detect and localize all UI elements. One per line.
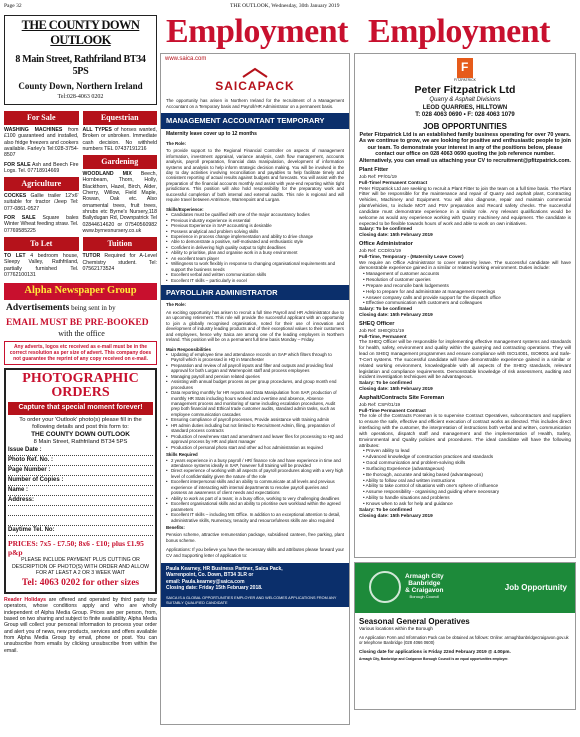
- council-job-title: Seasonal General Operatives: [359, 617, 470, 626]
- job-opportunities-heading: JOB OPPORTUNITIES: [422, 121, 507, 131]
- masthead-phone: Tel:028-4063 0202: [57, 93, 104, 100]
- classified-lead: FOR SALE: [4, 161, 31, 168]
- council-equal-opportunities: Armagh City, Banbridge and Craigavon Borough Council is an equal opportunities employer.: [359, 656, 509, 661]
- fitzpatrick-name: Peter Fitzpatrick Ltd: [414, 84, 516, 97]
- classified-ad: [83, 171, 158, 234]
- saica-website: www.saica.com: [165, 56, 207, 62]
- section-heading: Agriculture: [4, 177, 79, 191]
- form-field: Issue Date :: [8, 447, 153, 456]
- saica-contact: [161, 563, 349, 594]
- benefits-text: Pension scheme, attractive remuneration package, subsidised canteen, free parking, plant bonus scheme.: [166, 532, 344, 543]
- fitzpatrick-badge: FITZPATRICK: [453, 78, 477, 82]
- classified-ad: [4, 162, 79, 175]
- classified-ad: [83, 253, 158, 272]
- council-locations: Various locations within the Borough: [359, 626, 433, 631]
- duty-item: • Management of customer accounts: [363, 271, 440, 277]
- job-ref: Job Ref: SHEQ/01/19: [359, 327, 405, 333]
- list-item: • Possess analytical and problem solving skills: [171, 229, 344, 234]
- photo-prices: PRICES: 7x5 - £7.50; 8x6 - £10; plus £1.95 p&p: [8, 539, 144, 558]
- fitzpatrick-address: LEOD QUARRIES, HILLTOWN: [422, 104, 508, 111]
- job2-title: PAYROLL/HR ADMINISTRATOR: [161, 285, 349, 300]
- saica-logo-icon: [241, 67, 269, 79]
- form-field: [8, 507, 153, 516]
- saica-closing-date: Closing date: Friday 15th February 2018.: [166, 584, 263, 591]
- classified-ad: [4, 253, 79, 278]
- list-item: • Willingness to work flexibly in response to changing organisational requirements and support the business needs: [171, 261, 344, 272]
- duty-item: • Knows when to ask for help and guidance: [363, 500, 453, 506]
- section-heading: To Let: [4, 237, 79, 251]
- masthead: [4, 15, 157, 105]
- job-title: Plant Fitter: [359, 166, 389, 173]
- classified-text: of horses wanted, Broken or unbroken. Immediate cash decision. No withheld numbers TEL 07437191216: [82, 126, 157, 152]
- ads-rest: being sent in by: [69, 304, 116, 313]
- job1-subtitle: Maternity leave cover up to 12 months: [166, 130, 257, 137]
- skills1-list: [161, 212, 349, 283]
- newspaper-notice: [4, 283, 157, 365]
- council-name-2: Banbridge: [408, 579, 441, 587]
- page-number: Page 32: [4, 3, 22, 9]
- photo-company: THE COUNTY DOWN OUTLOOK: [31, 430, 130, 438]
- skills2-heading: Skills Required: [166, 452, 198, 458]
- employment-heading-right: Employment: [368, 13, 550, 50]
- duty-item: • Advanced knowledge of construction practices and standards: [363, 454, 494, 460]
- resp-heading: Main Responsibilities: [166, 346, 211, 352]
- skills1-heading: Skills/Experience:: [166, 206, 204, 212]
- council-name-1: Armagh City: [405, 573, 444, 580]
- saica-logo-text: SAICAPACK: [215, 79, 295, 94]
- list-item: • Excellent IT skills – particularly in excel: [171, 278, 344, 283]
- form-field: Name :: [8, 487, 153, 496]
- job-description: Peter Fitzpatrick Ltd are seeking to recruit a Plant Fitter to join the team on a full time basis. The Plant Fitter will be responsible for the maintenance and repair of Quarry and asphalt plant, Contracting Vehicles, Machinery and Equipment. You will also diagnose, repair and maintain commercial plant/vehicles, to include MOT and PSV preparation and Record safety checks. The successful candidate must demonstrate experience in a similar role. Any relevant qualifications would be welcome as would any experience working with Quarry machinery and equipment. The candidate is expected to be flexible towards hours of work and able to work on own initiatives.: [359, 185, 571, 226]
- job-ref: Job Ref: CCD/01/19: [359, 247, 401, 253]
- list-item: • Production of new/renew start and amendment and leaver files for processing to HQ and approval process by HR and plant manager: [171, 434, 344, 445]
- classified-ad: [83, 127, 158, 152]
- job-title: SHEQ Officer: [359, 320, 395, 327]
- job-closing-date: Closing date: 15th February 2019: [359, 512, 433, 518]
- left-column: [4, 15, 157, 730]
- duty-item: • Prepare and reconcile bank lodgements: [363, 282, 449, 288]
- section-heading: Equestrian: [83, 111, 158, 125]
- list-item: • Excellent verbal and written communication skills: [171, 272, 344, 277]
- fitzpatrick-intro: Peter Fitzpatrick Ltd is an established family business operating for over 70 years. As we continue to grow, we are looking for positive and enthusiastic people to join our team. To demonstrate your interest in any of the positions below, please contact our office on 028 4063 0690 quoting the job reference number. Alternatively, you can email us attaching your CV to recruitment@pfitzpatrick.com.: [359, 131, 571, 164]
- duty-item: • Effective communication with customers and colleagues: [363, 300, 483, 306]
- classifieds-column-1: [4, 108, 79, 281]
- skills2-list: [161, 458, 349, 523]
- classified-text: Square bales Winter Wheat feeding straw. Tel. 07769585225: [4, 215, 79, 234]
- role1-heading: The Role:: [166, 140, 187, 146]
- job-ref: Job Ref: PF/01/19: [359, 173, 397, 179]
- duty-item: • Good communication and problem-solving skills: [363, 460, 466, 466]
- disclaimer-text: are offered and operated by third party tour operators, whose conditions apply and who are wholly independent of Alpha Media Group. Prices are per person, from, based on two sharing and subject to finite availability. Alpha Media Group will collect your personal information to process your order and alert you of news, new products, services and offers available from Alpha Media Group by email, phone or post. You can unsubscribe from emails by clicking unsubscribe from within the email.: [4, 596, 157, 654]
- classified-lead: ALL TYPES: [82, 126, 112, 133]
- classified-lead: FOR SALE: [4, 215, 36, 222]
- newspaper-group-title: Alpha Newspaper Group: [4, 283, 157, 300]
- list-item: • Excellent interpersonal skills and an ability to communicate at all levels and previous experience of interacting with internal departments to resolve payroll queries and possess an awareness of client needs and expectations: [171, 479, 344, 495]
- duty-item: • Ability to take control of situations with one's sphere of influence: [363, 483, 499, 489]
- email-warning: EMAIL MUST BE PRE-BOOKED: [6, 317, 149, 328]
- photo-instructions: To order your 'Outlook' photo(s) please fill in the following details and post this form to:: [19, 416, 142, 430]
- issue-date: THE OUTLOOK, Wednesday, 30th January 2019: [230, 3, 340, 9]
- job-description: We require an Office Administrator to cover maternity leave. The successful candidate will have demonstrable experience gained in a similar or related working environment. Duties include:: [359, 259, 571, 271]
- duty-item: • Help to prepare for and administrate at management meetings: [363, 288, 496, 294]
- job-description: The role of the Contracts Foreman is to supervise Contract Operatives, subcontractors and suppliers to ensure the safe, effective and efficient execution of contract works as directed. This includes direct interfacing with the customer, the interpretation of instructions both verbal and written, communication with operations, dispatch staff and management and the implementation of Health, Safety, Environmental and Quality policies and procedures. The ideal candidate will have the following attributes:: [359, 413, 571, 448]
- fitzpatrick-divisions: Quarry & Asphalt Divisions: [429, 97, 501, 104]
- form-field: Photo Ref. No. :: [8, 457, 153, 466]
- fitzpatrick-phone: T: 028 4063 0690 • F: 028 4063 1079: [415, 112, 515, 119]
- duty-item: • Proven ability to lead: [363, 448, 410, 454]
- job-salary: Salary: To be confirmed: [359, 226, 413, 232]
- classified-lead: TO LET: [4, 252, 26, 259]
- council-type: Borough Council: [409, 594, 440, 600]
- duty-item: • Ability to handle situations and problems: [363, 495, 450, 501]
- duty-item: • Answer company calls and provide support for the dispatch office: [363, 294, 501, 300]
- list-item: • Updating of employee time and attendance records on SAP which filters through to Payroll which is processed in HQ in Manchester: [171, 352, 344, 363]
- classified-lead: WOODLAND MIX: [82, 171, 132, 178]
- list-item: • Able to demonstrate a positive, self-motivated and enthusiastic style: [171, 239, 344, 244]
- list-item: • Ability to prioritise, plan and organise work in a busy environment: [171, 250, 344, 255]
- classifieds: [4, 108, 157, 281]
- saica-intro: The opportunity has arisen in Northern Ireland for the recruitment of a Management Accountant on a Temporary basis and Payroll/HR Administrator on a permanent basis.: [166, 98, 344, 109]
- job-closing-date: Closing date: 15th February 2019: [359, 312, 433, 318]
- classified-text: Ash and Beech Fire Logs. Tel. 07718914669: [4, 161, 79, 174]
- photo-fields: [8, 447, 153, 536]
- job-salary: Salary: To be confirmed: [359, 380, 413, 386]
- fitzpatrick-advert: [354, 53, 576, 558]
- contact-line-1: Paula Kearney, HR Business Partner, Saica Pack,: [166, 566, 283, 573]
- list-item: • Excellent organisational skills and an ability to prioritise own workload within the agreed parameters: [171, 501, 344, 512]
- classified-ad: [4, 193, 79, 212]
- section-heading: Gardening: [83, 155, 158, 169]
- resp-list: [161, 352, 349, 450]
- ads-line: [4, 303, 157, 315]
- section-heading: For Sale: [4, 111, 79, 125]
- duty-item: • Surfacing Experience (advantageous): [363, 465, 445, 471]
- apply-text: Applications: If you believe you have the necessary skills and attributes please forward your CV and Supporting letter of application to:: [166, 547, 344, 558]
- role2-text: An exciting opportunity has arisen to recruit a full time Payroll and HR Administrator due to an upcoming retirement. This role will provide the successful applicant with an opportunity to join a globally recognised organisation, noted for their use of innovation and development of industry leading products and of their exceptional values to their customers and employees, hence why Saica are among one of the leading employers in Northern Ireland. This position will be on a permanent full time basis Monday – Friday.: [166, 309, 344, 343]
- classified-text: Required for A-Level Chemistry student. Tel: 07562173524: [82, 253, 157, 272]
- list-item: • Candidates must be qualified with one of the major accountancy bodies: [171, 212, 344, 217]
- contact-line-2: Warrenpoint, Co. Down, BT34 3LR or: [166, 572, 254, 579]
- masthead-address: 8 Main Street, Rathfriland BT34 5PS: [15, 53, 146, 77]
- saica-equal-opportunities: SAICA IS A GLOBAL OPPORTUNITIES EMPLOYER AND WELCOMES APPLICATIONS FROM ANY SUITABLY QUALIFIED CANDIDATE: [161, 594, 349, 607]
- form-field: Number of Copies :: [8, 477, 153, 486]
- page-header: [0, 0, 580, 14]
- photo-order-form: [4, 368, 157, 594]
- form-field: Daytime Tel. No:: [8, 527, 153, 536]
- council-advert: [354, 562, 576, 710]
- council-logo-icon: [369, 571, 401, 603]
- list-item: • Previous Experience in SAP accounting is desirable: [171, 223, 344, 228]
- list-item: • An excellent team player: [171, 256, 344, 261]
- job-type: Full-Time/ Permanent Contract: [359, 179, 428, 185]
- classified-text: Beech, Hornbeam, Thorn, Holly, Blackthorn, Hazel, Birch, Alder, Cherry, Willow, Field Maple, Rowan, Oak etc. Also ornamental trees, fruit trees, shrubs etc Byrne's Nursery,118 Ballydugan Rd, Downpatrick Tel 02844614620 or 07540560982 www.byrnesnursery.co.uk: [82, 171, 157, 235]
- form-field: [8, 517, 153, 526]
- email-notice: Any adverts, logos etc received as e-mail must be in the correct resolution as per size of advert. This company does not guarantee the reprint of any copy received on e-mail.: [4, 341, 157, 365]
- photo-title-2: ORDERS: [51, 385, 110, 401]
- masthead-county: County Down, Northern Ireland: [18, 80, 143, 91]
- job-type: Full-Time, Temporary - (Maternity Leave Cover): [359, 253, 464, 259]
- council-name: [405, 574, 444, 601]
- photo-payment-note: PLEASE INCLUDE PAYMENT PLUS CUTTING OR DESCRIPTION OF PHOTO(S) WITH ORDER AND ALLOW FOR AT LEAST A 2 OR 3 WEEK WAIT: [11, 557, 150, 576]
- list-item: • Excellent IT skills – including MS Office. In addition to an exceptional attention to detail, administrative skills, Numeracy, tenacity and resourcefulness skills are also required: [171, 512, 344, 523]
- duty-item: • Assume responsibility - organising and guiding where necessary: [363, 489, 500, 495]
- classified-ad: [4, 215, 79, 234]
- job-closing-date: Closing date: 15th February 2019: [359, 386, 433, 392]
- list-item: • Ability to work as part of a team; in a busy office, working to very challenging deadlines: [171, 496, 344, 501]
- duty-item: • Be thorough, accurate and taking based (advantageous): [363, 471, 483, 477]
- photo-title: PHOTOGRAPHIC: [22, 371, 139, 387]
- list-item: • HR admin duties including but not limited to Recruitment Admin, filing, preparation of standard process contracts: [171, 423, 344, 434]
- photo-address: 8 Main Street, Rathfriland BT34 5PS: [33, 438, 128, 445]
- form-field: Page Number :: [8, 467, 153, 476]
- job-duties: [355, 271, 575, 306]
- list-item: • Managing payroll and pension related queries: [171, 374, 344, 379]
- list-item: • Production of personal photo start and other ad hoc administration as required: [171, 445, 344, 450]
- holiday-disclaimer: [4, 597, 157, 654]
- employment-heading-left: Employment: [166, 13, 348, 50]
- classified-lead: TUTOR: [82, 253, 101, 260]
- saica-advert: [160, 53, 350, 725]
- list-item: • Preparation and review of all payroll inputs and filter and outputs and providing final approval for both Lurgan and Warrenpoint staff and process employees: [171, 363, 344, 374]
- council-closing-date: Closing date for applications is Friday 22nd February 2019 @ 4.00pm.: [359, 648, 511, 654]
- council-application-info: An Application Form and Information Pack can be obtained as follows: Online: armaghbanbridgecraigavon.gov.uk or telephone Banbridge (028 4066 0600): [359, 635, 569, 646]
- list-item: • Assisting with annual budget process as per group procedures, and group month end procedures: [171, 379, 344, 390]
- photo-telephone: Tel: 4063 0202 for other sizes: [21, 578, 140, 589]
- list-item: • Previous industry experience is essential: [171, 218, 344, 223]
- job-title: Asphalt/Contracts Site Foreman: [359, 394, 445, 401]
- office-line: with the office: [58, 329, 105, 339]
- duty-item: • Resolution of customer queries: [363, 277, 431, 283]
- job-type: Full-Time, Permanent: [359, 333, 407, 339]
- job-salary: Salary: To be confirmed: [359, 506, 413, 512]
- classified-text: Gallie trailer 12'x6' suitable for tractor /Jeep Tel: 077-0861-0527: [4, 193, 79, 212]
- benefits-heading: Benefits:: [166, 525, 185, 530]
- job-ref: Job Ref: CSF/01/19: [359, 401, 401, 407]
- role2-heading: The Role:: [166, 302, 187, 308]
- saica-logo: [161, 65, 349, 96]
- form-field: Address:: [8, 497, 153, 506]
- council-banner: [355, 563, 575, 613]
- classified-text: 4 bedroom house, Sleepy Valley, Rathfriland, partially furnished Tel. 07762100131: [4, 252, 79, 278]
- duty-item: • Ability to follow oral and written instructions: [363, 477, 456, 483]
- classifieds-column-2: [83, 108, 158, 281]
- classified-lead: WASHING MACHINES: [4, 126, 63, 133]
- ads-word: Advertisements: [6, 303, 70, 314]
- list-item: • 2 years experience in a busy payroll / HR/ finance role and have experience in time and attendance systems ideally in SAP, however full training will be provided: [171, 458, 344, 469]
- job-type: Full-Time Permanent Contract: [359, 407, 426, 413]
- classified-ad: [4, 127, 79, 159]
- classified-lead: COCKES: [4, 193, 27, 200]
- role1-text: To provide support to the Regional Financial Controller on aspects of management information, investment appraisal, variance analysis, cash flow management, accounts analysis, payroll preparation, financial data manipulation, development of information systems and analysis to help inform strategic decision making. You will be involved in the day to day activities involving reconciliation and payables to help facilitate timely and consistent reporting of actual results against budgets and forecasts. You will assist with the preparation of the financial accounts monthly and assist with year-end reporting within tight jurisdictions. This position will also hold responsibility for the preparatory work and successful completion of both internal and external audits. This role is regional and will require travel between Antrimore, Warrenpoint and Lurgan.: [166, 148, 344, 203]
- job-description: The SHEQ Officer will be responsible for implementing effective management systems and standards for health, safety, environment and quality within the quarrying and contracting operations. They will lead on SHEQ management programmes and ensure compliance with ISO14001, ISO9001 and Safe-T-Cert systems. The successful candidate will have demonstrable experience gained in a similar or related working environment, knowledgeable with all aspects of the SHEQ standards, relevant legislation and compliance requirements. Demonstrable knowledge of risk assessment, auditing and incident investigation techniques will be advantageous.: [359, 339, 571, 380]
- section-heading: Tuition: [83, 237, 158, 251]
- council-name-3: & Craigavon: [405, 586, 444, 594]
- list-item: • Data reporting monthly for HR reports and Data Manipulation from SAP, production of monthly HR Stats including hours worked and overtime and absence, Absence management process and monitoring of same including escalation procedures, Audit prep both financial and Ethical trade customer audits, standard admin tasks, such as employee communication cascades: [171, 390, 344, 417]
- contact-email[interactable]: email: Paula.kearney@saica.com: [166, 578, 245, 585]
- list-item: • Direct experience of working with all aspects of payroll procedures along with a very high level of confidentiality given the nature of the role: [171, 468, 344, 479]
- list-item: • Experience in process change implementation and ability to drive change: [171, 234, 344, 239]
- photo-special: Capture that special moment forever!: [8, 402, 153, 415]
- fitzpatrick-logo-icon: [457, 58, 473, 78]
- job1-title: MANAGEMENT ACCOUNTANT TEMPORARY: [161, 113, 349, 128]
- job-opportunity-label: Job Opportunity: [504, 583, 567, 592]
- job-title: Office Administrator: [359, 241, 413, 248]
- list-item: • Ensuring compliance of payroll processes, Provide assistance with training admin: [171, 417, 344, 422]
- classified-text: from £100 guaranteed and installed, also fridge freezers and cookers available. Farley's Tel:028-3754-8507: [4, 126, 79, 159]
- job-salary: Salary: To be confirmed: [359, 306, 413, 312]
- fitzpatrick-jobs: [355, 167, 575, 518]
- job-duties: [355, 448, 575, 506]
- disclaimer-lead: Reader Holidays: [4, 596, 46, 603]
- masthead-title: THE COUNTY DOWN OUTLOOK: [21, 18, 140, 48]
- list-item: • Confident in delivering high quality output to tight deadlines: [171, 245, 344, 250]
- job-closing-date: Closing date: 15th February 2019: [359, 232, 433, 238]
